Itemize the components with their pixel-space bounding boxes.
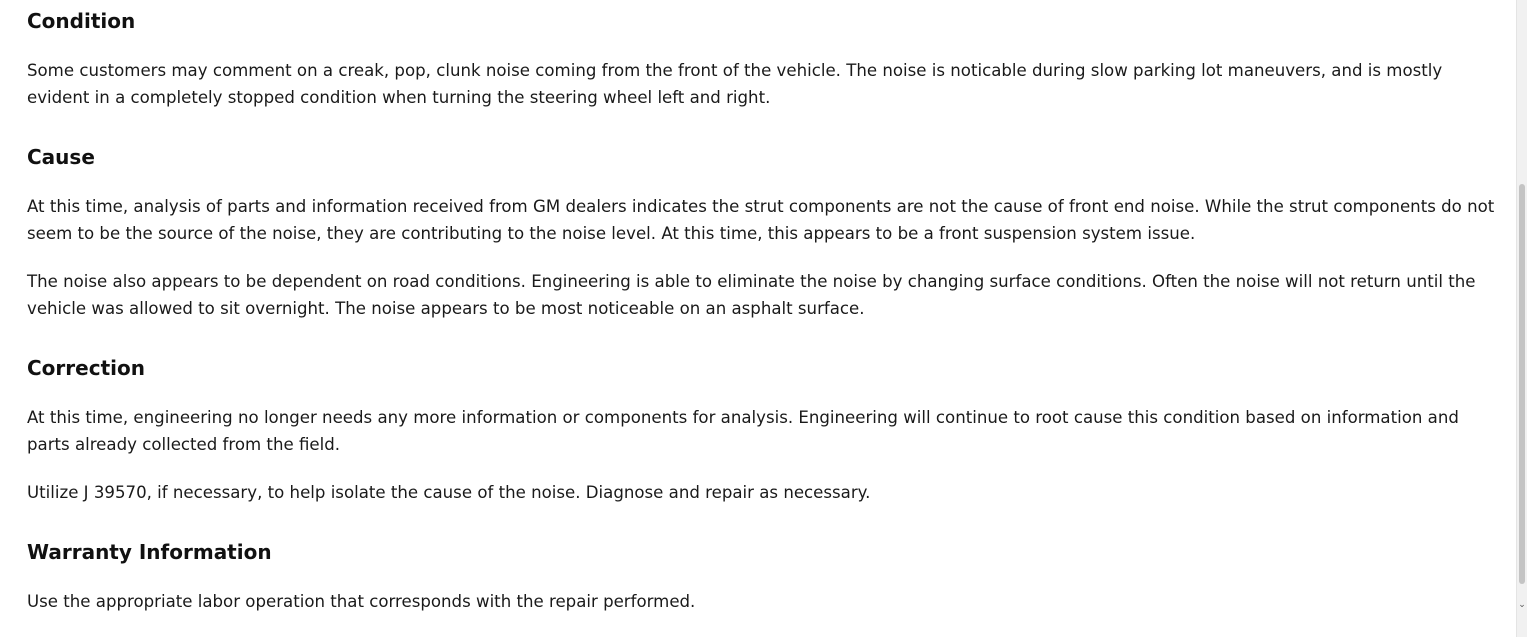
paragraph-cause-1: At this time, analysis of parts and information received from GM dealers indicates the strut components are not the cause of front end noise. While the strut components do not seem to be the source of the noise, they are contributing to the noise level. At this time, this appears to be a front suspension system issue. <box>27 197 1495 243</box>
paragraph-cause-2: The noise also appears to be dependent on road conditions. Engineering is able to eliminate the noise by changing surface conditions. Often the noise will not return until the vehicle was allowed to sit overnight. The noise appears to be most noticeable on an asphalt surface. <box>27 272 1476 318</box>
paragraph-correction-2: Utilize J 39570, if necessary, to help isolate the cause of the noise. Diagnose and repair as necessary. <box>27 483 871 502</box>
paragraph-condition: Some customers may comment on a creak, pop, clunk noise coming from the front of the vehicle. The noise is noticable during slow parking lot maneuvers, and is mostly evident in a completely stopped condition when turning the steering wheel left and right. <box>27 61 1443 107</box>
heading-warranty-information: Warranty Information <box>27 540 272 564</box>
heading-correction: Correction <box>27 356 145 380</box>
heading-cause: Cause <box>27 145 95 169</box>
vertical-scrollbar[interactable] <box>1516 0 1527 637</box>
paragraph-correction-1: At this time, engineering no longer needs any more information or components for analysis. Engineering will continue to root cause this condition based on information and parts already collected from the field. <box>27 408 1459 454</box>
paragraph-warranty: Use the appropriate labor operation that corresponds with the repair performed. <box>27 592 696 611</box>
chevron-down-icon[interactable]: ⌄ <box>1518 600 1526 610</box>
heading-condition: Condition <box>27 9 136 33</box>
scrollbar-thumb[interactable] <box>1519 184 1525 584</box>
